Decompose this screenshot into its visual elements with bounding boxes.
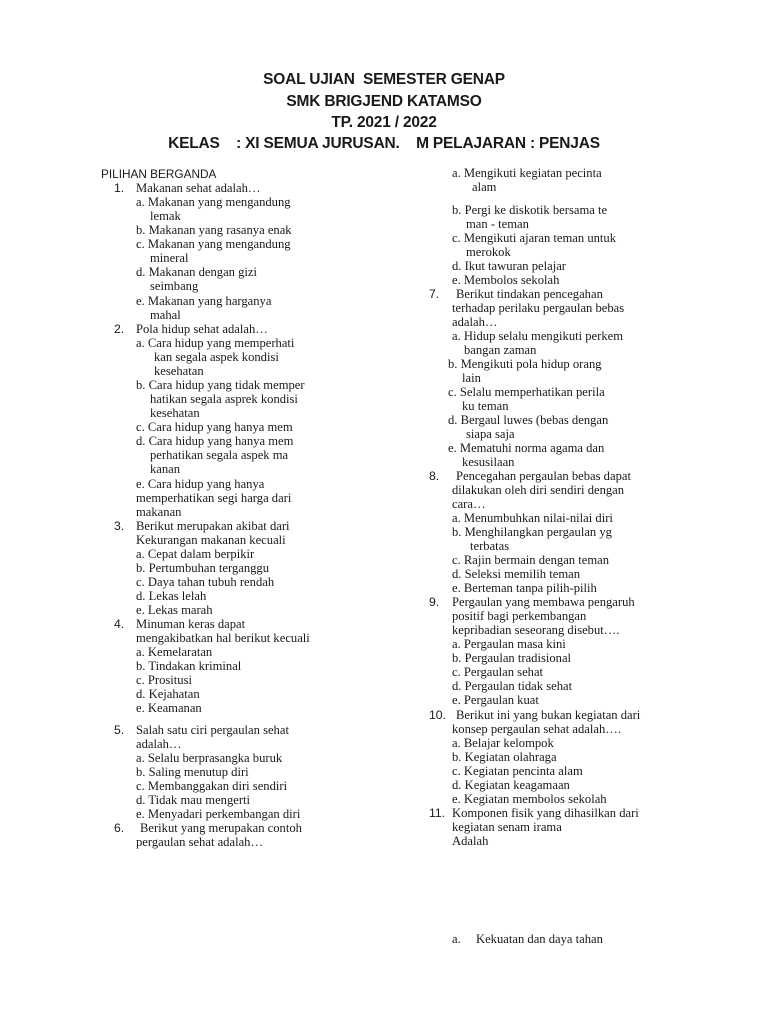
- option-a: a. Cepat dalam berpikir: [136, 547, 255, 561]
- option-a-label: a.: [452, 932, 461, 946]
- option-b: b. Pergaulan tradisional: [452, 651, 572, 665]
- option-e: e. Berteman tanpa pilih-pilih: [452, 581, 597, 595]
- question-text: Berikut ini yang bukan kegiatan dari: [456, 708, 641, 722]
- question-text-cont: kegiatan senam irama: [452, 820, 562, 834]
- option-b: b. Kegiatan olahraga: [452, 750, 557, 764]
- question-number: 1.: [114, 181, 125, 195]
- option-e: e. Makanan yang harganya: [136, 294, 272, 308]
- option-c: c. Daya tahan tubuh rendah: [136, 575, 275, 589]
- option-a: a. Menumbuhkan nilai-nilai diri: [452, 511, 613, 525]
- question-text-cont: dilakukan oleh diri sendiri dengan: [452, 483, 625, 497]
- option-a-cont: bangan zaman: [464, 343, 537, 357]
- option-c: c. Cara hidup yang hanya mem: [136, 420, 293, 434]
- option-c-cont: ku teman: [462, 399, 509, 413]
- question-text-cont: cara…: [452, 497, 486, 511]
- option-b: b. Mengikuti pola hidup orang: [448, 357, 602, 371]
- option-c: c. Prositusi: [136, 673, 192, 687]
- question-number: 3.: [114, 519, 125, 533]
- question-text: Salah satu ciri pergaulan sehat: [136, 723, 289, 737]
- option-c-cont: mineral: [150, 251, 189, 265]
- question-number: 4.: [114, 617, 125, 631]
- option-e-cont: kesusilaan: [462, 455, 515, 469]
- question-number: 11.: [429, 806, 446, 820]
- option-b: b. Pergi ke diskotik bersama te: [452, 203, 608, 217]
- question-text-cont: adalah…: [452, 315, 498, 329]
- option-b-cont: terbatas: [470, 539, 510, 553]
- question-text: Komponen fisik yang dihasilkan dari: [452, 806, 639, 820]
- option-b-cont: man - teman: [466, 217, 529, 231]
- section-title: PILIHAN BERGANDA: [101, 167, 217, 181]
- question-text: Minuman keras dapat: [136, 617, 246, 631]
- question-text-cont: mengakibatkan hal berikut kecuali: [136, 631, 310, 645]
- option-a: a. Cara hidup yang memperhati: [136, 336, 295, 350]
- option-d-cont: siapa saja: [466, 427, 515, 441]
- option-c: c. Pergaulan sehat: [452, 665, 544, 679]
- option-b-cont: hatikan segala asprek kondisi: [150, 392, 298, 406]
- option-e: e. Kegiatan membolos sekolah: [452, 792, 607, 806]
- option-d-cont: seimbang: [150, 279, 199, 293]
- option-a: Kekuatan dan daya tahan: [476, 932, 603, 946]
- option-a: a. Makanan yang mengandung: [136, 195, 291, 209]
- option-d: d. Lekas lelah: [136, 589, 207, 603]
- option-e: e. Lekas marah: [136, 603, 213, 617]
- question-text-cont: konsep pergaulan sehat adalah….: [452, 722, 622, 736]
- option-e: e. Membolos sekolah: [452, 273, 560, 287]
- option-b: b. Menghilangkan pergaulan yg: [452, 525, 612, 539]
- option-d: d. Kegiatan keagamaan: [452, 778, 570, 792]
- option-d: d. Pergaulan tidak sehat: [452, 679, 573, 693]
- option-d: d. Bergaul luwes (bebas dengan: [448, 413, 609, 427]
- option-d: d. Seleksi memilih teman: [452, 567, 581, 581]
- header-title: SOAL UJIAN SEMESTER GENAP: [263, 71, 505, 88]
- option-e: e. Pergaulan kuat: [452, 693, 539, 707]
- option-d: d. Cara hidup yang hanya mem: [136, 434, 294, 448]
- option-e: e. Mematuhi norma agama dan: [448, 441, 605, 455]
- option-e-cont: makanan: [136, 505, 182, 519]
- option-e-cont: memperhatikan segi harga dari: [136, 491, 292, 505]
- question-text-cont: pergaulan sehat adalah…: [136, 835, 264, 849]
- option-e: e. Menyadari perkembangan diri: [136, 807, 301, 821]
- option-b: b. Makanan yang rasanya enak: [136, 223, 292, 237]
- option-d: d. Ikut tawuran pelajar: [452, 259, 566, 273]
- question-number: 7.: [429, 287, 440, 301]
- question-number: 6.: [114, 821, 125, 835]
- question-number: 9.: [429, 595, 440, 609]
- question-text-cont: terhadap perilaku pergaulan bebas: [452, 301, 625, 315]
- header-year: TP. 2021 / 2022: [331, 114, 437, 131]
- option-a-cont: kan segala aspek kondisi: [154, 350, 279, 364]
- question-text: Pencegahan pergaulan bebas dapat: [456, 469, 631, 483]
- option-e-cont: mahal: [150, 308, 181, 322]
- question-text-cont: Kekurangan makanan kecuali: [136, 533, 286, 547]
- question-text-cont: adalah…: [136, 737, 182, 751]
- option-b: b. Cara hidup yang tidak memper: [136, 378, 305, 392]
- question-text: Pergaulan yang membawa pengaruh: [452, 595, 635, 609]
- option-a-cont: lemak: [150, 209, 181, 223]
- option-c-cont: merokok: [466, 245, 511, 259]
- option-a: a. Belajar kelompok: [452, 736, 554, 750]
- question-number: 8.: [429, 469, 440, 483]
- question-text-cont: positif bagi perkembangan: [452, 609, 587, 623]
- option-b: b. Pertumbuhan terganggu: [136, 561, 270, 575]
- option-c: c. Mengikuti ajaran teman untuk: [452, 231, 617, 245]
- option-d: d. Makanan dengan gizi: [136, 265, 257, 279]
- option-a: a. Pergaulan masa kini: [452, 637, 566, 651]
- option-c: c. Kegiatan pencinta alam: [452, 764, 583, 778]
- option-c: c. Rajin bermain dengan teman: [452, 553, 610, 567]
- option-d: d. Kejahatan: [136, 687, 200, 701]
- option-c: c. Membanggakan diri sendiri: [136, 779, 288, 793]
- option-c: c. Makanan yang mengandung: [136, 237, 291, 251]
- question-text: Berikut yang merupakan contoh: [140, 821, 302, 835]
- question-text-cont: kepribadian seseorang disebut….: [452, 623, 620, 637]
- option-b-cont: kesehatan: [150, 406, 200, 420]
- option-a-cont: alam: [472, 180, 497, 194]
- option-b: b. Tindakan kriminal: [136, 659, 242, 673]
- question-text: Makanan sehat adalah…: [136, 181, 261, 195]
- option-b-cont: lain: [462, 371, 481, 385]
- header-class-subject: KELAS : XI SEMUA JURUSAN. M PELAJARAN : PENJAS: [168, 135, 600, 152]
- question-number: 10.: [429, 708, 446, 722]
- header-school: SMK BRIGJEND KATAMSO: [286, 93, 482, 110]
- question-text: Pola hidup sehat adalah…: [136, 322, 268, 336]
- option-a: a. Selalu berprasangka buruk: [136, 751, 283, 765]
- option-c: c. Selalu memperhatikan perila: [448, 385, 605, 399]
- question-text: Berikut merupakan akibat dari: [136, 519, 290, 533]
- option-a: a. Hidup selalu mengikuti perkem: [452, 329, 624, 343]
- option-a-cont: kesehatan: [154, 364, 204, 378]
- option-d-cont: kanan: [150, 462, 181, 476]
- option-a: a. Mengikuti kegiatan pecinta: [452, 166, 602, 180]
- question-number: 5.: [114, 723, 125, 737]
- option-d: d. Tidak mau mengerti: [136, 793, 251, 807]
- question-text: Berikut tindakan pencegahan: [456, 287, 603, 301]
- question-number: 2.: [114, 322, 125, 336]
- option-e: e. Cara hidup yang hanya: [136, 477, 265, 491]
- option-a: a. Kemelaratan: [136, 645, 213, 659]
- option-d-cont: perhatikan segala aspek ma: [150, 448, 289, 462]
- question-text-cont: Adalah: [452, 834, 489, 848]
- option-b: b. Saling menutup diri: [136, 765, 249, 779]
- option-e: e. Keamanan: [136, 701, 202, 715]
